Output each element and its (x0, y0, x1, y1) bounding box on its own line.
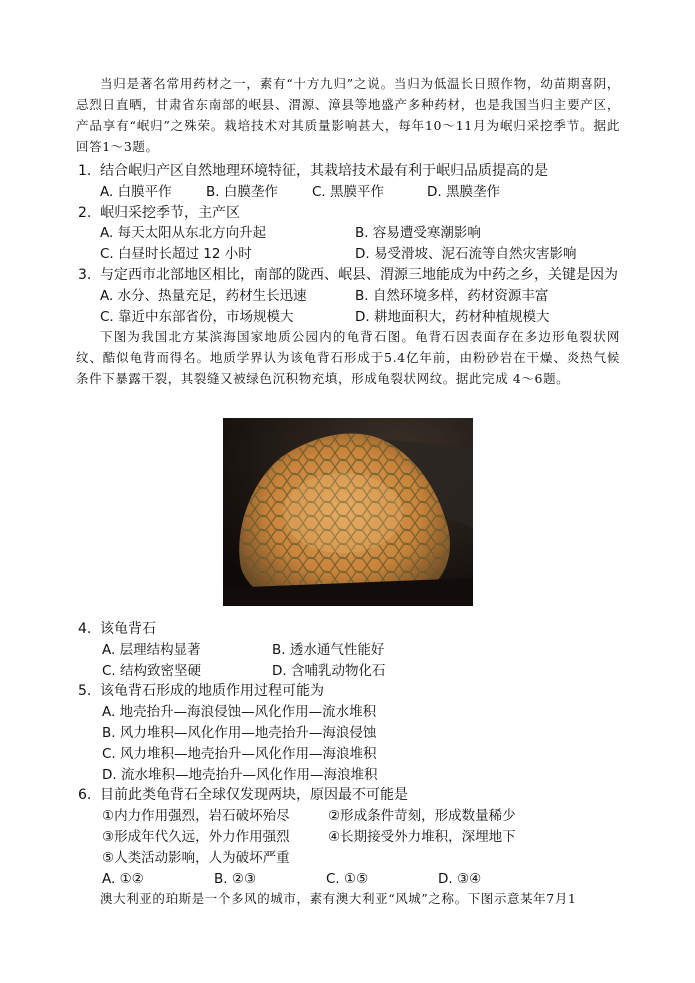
option-a: A. 每天太阳从东北方向升起 (100, 225, 267, 241)
question-stem: 该龟背石 (100, 621, 156, 637)
option-a: A. 白膜平作 (100, 184, 172, 200)
question-1 (78, 161, 548, 181)
question-3 (78, 265, 618, 285)
option-d: D. 黑膜垄作 (427, 184, 500, 200)
question-stem: 岷归采挖季节，主产区 (100, 205, 240, 221)
rock-illustration (223, 418, 473, 606)
option-b: B. 风力堆积—风化作用—地壳抬升—海浪侵蚀 (102, 725, 377, 741)
question-number: 6. (78, 787, 92, 803)
option-d: D. 含哺乳动物化石 (272, 663, 386, 679)
option-d: D. ③④ (438, 871, 482, 887)
option-b: B. 自然环境多样，药材资源丰富 (355, 288, 549, 304)
question-number: 2. (78, 205, 92, 221)
question-stem: 结合岷归产区自然地理环境特征，其栽培技术最有利于岷归品质提高的是 (100, 163, 548, 179)
option-d: D. 耕地面积大，药材种植规模大 (355, 309, 550, 325)
option-c: C. 风力堆积—地壳抬升—风化作用—海浪堆积 (102, 746, 377, 762)
question-4 (78, 619, 156, 639)
turtle-back-stone-photo (223, 418, 473, 606)
statement-5: ⑤人类活动影响，人为破坏严重 (102, 850, 290, 866)
intro-passage-2: 下图为我国北方某滨海国家地质公园内的龟背石图。龟背石因表面存在多边形龟裂状网纹、酷似龟背而得名。地质学界认为该龟背石形成于5.4亿年前，由粉砂岩在干燥、炎热气候条件下暴露干裂，其裂缝又被绿色沉积物充填，形成龟裂状网纹。据此完成 4～6题。 (76, 329, 620, 386)
question-number: 5. (78, 683, 92, 699)
question-6 (78, 785, 408, 805)
statement-2: ②形成条件苛刻，形成数量稀少 (328, 808, 516, 824)
statement-3: ③形成年代久远，外力作用强烈 (102, 829, 290, 845)
option-c: C. 白昼时长超过 12 小时 (100, 246, 252, 262)
option-c: C. ①⑤ (326, 871, 369, 887)
option-c: C. 结构致密坚硬 (102, 663, 202, 679)
question-stem: 该龟背石形成的地质作用过程可能为 (100, 683, 324, 699)
option-b: B. 容易遭受寒潮影响 (355, 225, 481, 241)
intro-passage-1: 当归是著名常用药材之一，素有“十方九归”之说。当归为低温长日照作物，幼苗期喜阴，忌烈日直晒，甘肃省东南部的岷县、渭源、漳县等地盛产多种药材，也是我国当归主要产区，产品享有“岷归”之殊荣。栽培技术对其质量影响甚大，每年10～11月为岷归采挖季节。据此回答1～3题。 (76, 76, 620, 154)
option-d: D. 易受滑坡、泥石流等自然灾害影响 (355, 246, 577, 262)
question-stem: 目前此类龟背石全球仅发现两块，原因最不可能是 (100, 787, 408, 803)
question-number: 1. (78, 163, 92, 179)
option-a: A. 层理结构显著 (102, 642, 201, 658)
option-a: A. 水分、热量充足，药材生长迅速 (100, 288, 307, 304)
question-number: 3. (78, 267, 92, 283)
question-2 (78, 203, 240, 223)
option-c: C. 靠近中东部省份，市场规模大 (100, 309, 294, 325)
option-d: D. 流水堆积—地壳抬升—风化作用—海浪堆积 (102, 767, 378, 783)
question-number: 4. (78, 621, 92, 637)
option-b: B. 白膜垄作 (206, 184, 278, 200)
option-a: A. ①② (102, 871, 144, 887)
option-b: B. 透水通气性能好 (272, 642, 385, 658)
statement-4: ④长期接受外力堆积，深埋地下 (328, 829, 516, 845)
question-5 (78, 681, 324, 701)
option-a: A. 地壳抬升—海浪侵蚀—风化作用—流水堆积 (102, 704, 377, 720)
statement-1: ①内力作用强烈，岩石破坏殆尽 (102, 808, 290, 824)
intro-passage-3: 澳大利亚的珀斯是一个多风的城市，素有澳大利亚“风城”之称。下图示意某年7月1 (100, 891, 577, 906)
option-b: B. ②③ (214, 871, 257, 887)
option-c: C. 黑膜平作 (312, 184, 385, 200)
question-stem: 与定西市北部地区相比，南部的陇西、岷县、渭源三地能成为中药之乡，关键是因为 (100, 267, 618, 283)
